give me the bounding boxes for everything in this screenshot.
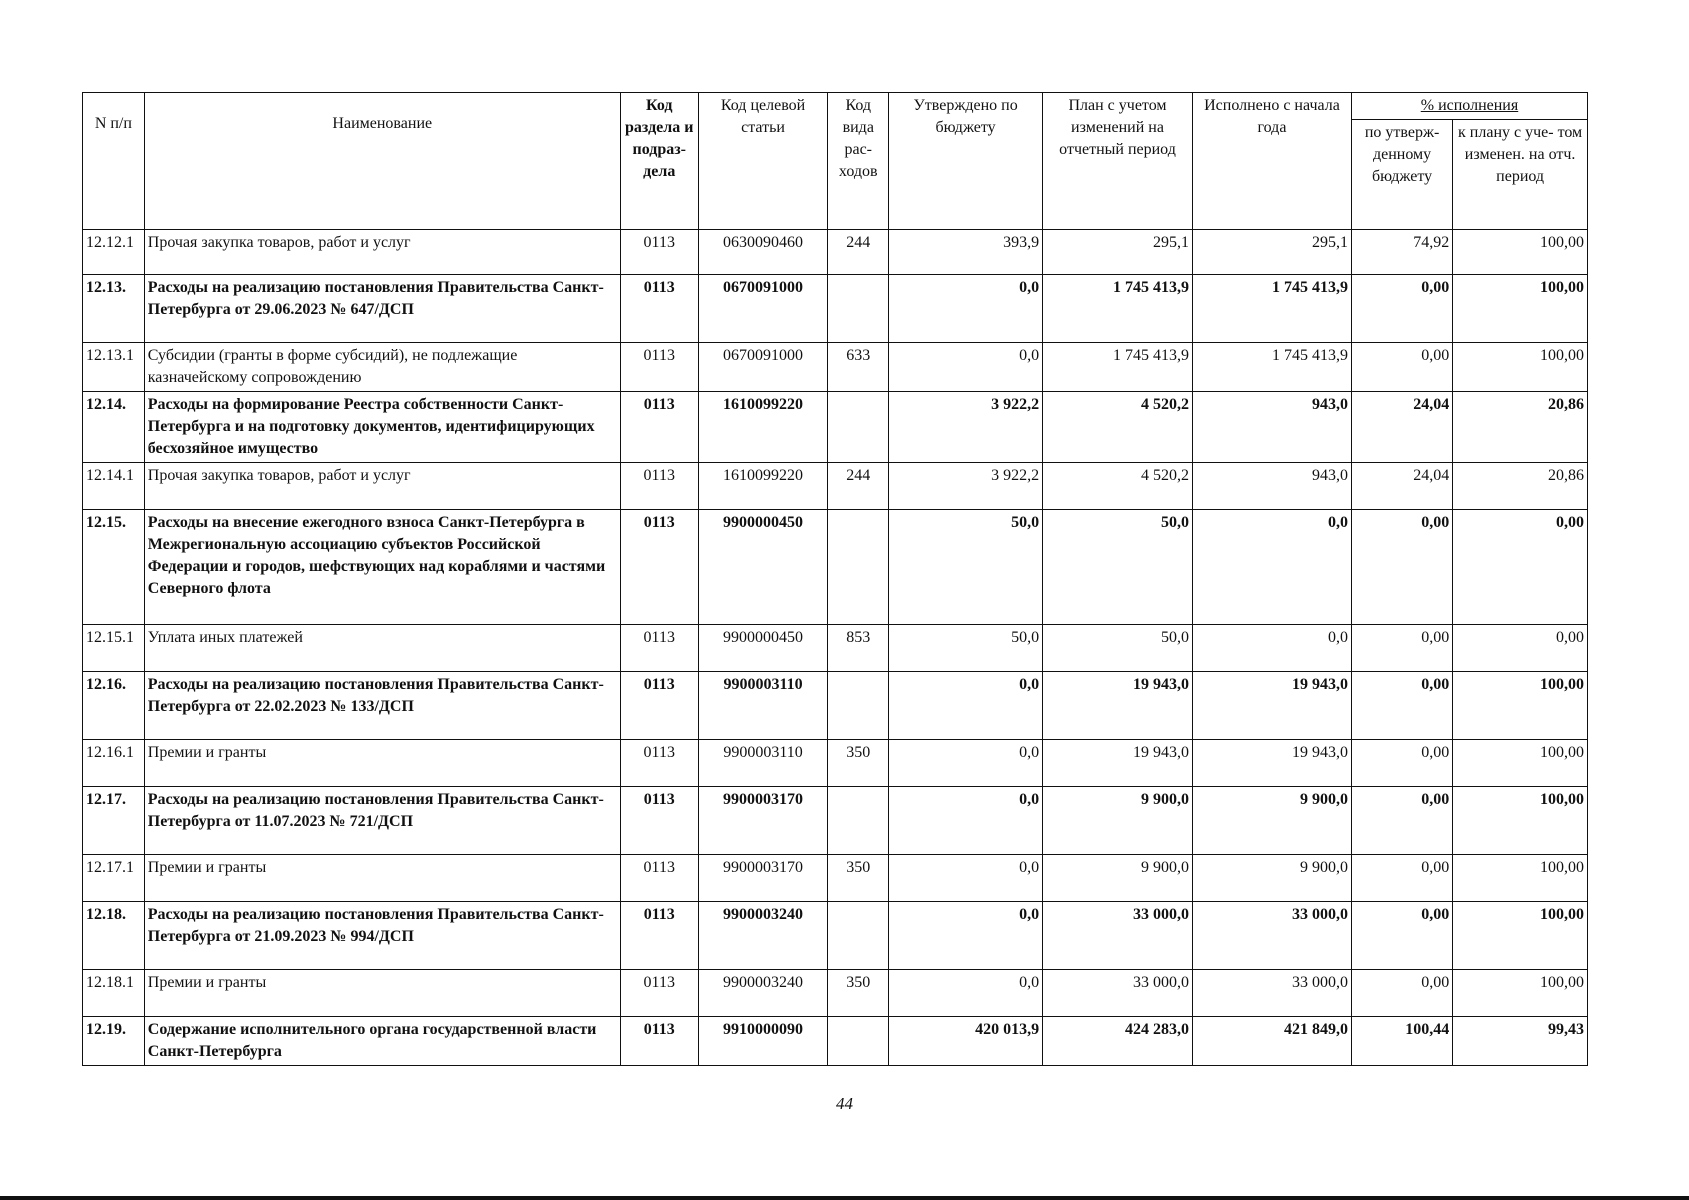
row-executed: 295,1 — [1192, 230, 1351, 275]
row-target-code: 9900003240 — [698, 902, 828, 970]
row-kind-code — [828, 672, 889, 740]
row-executed: 421 849,0 — [1192, 1017, 1351, 1066]
header-num: N п/п — [83, 93, 145, 230]
row-executed: 0,0 — [1192, 510, 1351, 625]
row-pct-plan: 100,00 — [1453, 343, 1588, 392]
row-kind-code — [828, 1017, 889, 1066]
row-pct-budget: 0,00 — [1351, 625, 1452, 672]
row-approved: 0,0 — [889, 275, 1043, 343]
row-num: 12.13.1 — [83, 343, 145, 392]
row-executed: 33 000,0 — [1192, 970, 1351, 1017]
row-executed: 1 745 413,9 — [1192, 275, 1351, 343]
header-pct-plan: к плану с уче- том изменен. на отч. период — [1453, 120, 1588, 230]
row-kind-code: 350 — [828, 740, 889, 787]
row-pct-budget: 0,00 — [1351, 740, 1452, 787]
row-pct-budget: 0,00 — [1351, 787, 1452, 855]
row-target-code: 1610099220 — [698, 463, 828, 510]
row-kind-code: 633 — [828, 343, 889, 392]
row-name: Субсидии (гранты в форме субсидий), не подлежащие казначейскому сопровождению — [144, 343, 620, 392]
row-kind-code — [828, 787, 889, 855]
row-approved: 3 922,2 — [889, 392, 1043, 463]
row-name: Прочая закупка товаров, работ и услуг — [144, 230, 620, 275]
row-target-code: 1610099220 — [698, 392, 828, 463]
row-approved: 50,0 — [889, 625, 1043, 672]
header-pct-budget: по утверж- денному бюджету — [1351, 120, 1452, 230]
row-kind-code — [828, 902, 889, 970]
table-row — [83, 625, 1588, 672]
row-kind-code: 350 — [828, 970, 889, 1017]
header-section-code: Код раздела и подраз- дела — [620, 93, 698, 230]
row-num: 12.16.1 — [83, 740, 145, 787]
row-kind-code: 350 — [828, 855, 889, 902]
row-executed: 19 943,0 — [1192, 740, 1351, 787]
row-name: Премии и гранты — [144, 970, 620, 1017]
row-pct-plan: 20,86 — [1453, 463, 1588, 510]
header-plan: План с учетом изменений на отчетный период — [1043, 93, 1193, 230]
row-pct-plan: 100,00 — [1453, 787, 1588, 855]
row-section-code: 0113 — [620, 343, 698, 392]
row-plan: 19 943,0 — [1043, 672, 1193, 740]
row-executed: 0,0 — [1192, 625, 1351, 672]
row-pct-budget: 100,44 — [1351, 1017, 1452, 1066]
row-num: 12.13. — [83, 275, 145, 343]
row-pct-plan: 100,00 — [1453, 275, 1588, 343]
row-executed: 943,0 — [1192, 463, 1351, 510]
row-pct-budget: 0,00 — [1351, 672, 1452, 740]
row-num: 12.18.1 — [83, 970, 145, 1017]
row-name: Расходы на реализацию постановления Правительства Санкт-Петербурга от 29.06.2023 № 647/ДСП — [144, 275, 620, 343]
row-name: Премии и гранты — [144, 740, 620, 787]
row-approved: 3 922,2 — [889, 463, 1043, 510]
row-name: Премии и гранты — [144, 855, 620, 902]
row-executed: 943,0 — [1192, 392, 1351, 463]
row-approved: 0,0 — [889, 343, 1043, 392]
row-num: 12.16. — [83, 672, 145, 740]
row-num: 12.18. — [83, 902, 145, 970]
row-pct-budget: 0,00 — [1351, 902, 1452, 970]
row-plan: 1 745 413,9 — [1043, 343, 1193, 392]
row-approved: 0,0 — [889, 787, 1043, 855]
budget-table — [82, 92, 1588, 1066]
row-pct-plan: 20,86 — [1453, 392, 1588, 463]
row-kind-code: 853 — [828, 625, 889, 672]
table-row — [83, 463, 1588, 510]
row-pct-budget: 0,00 — [1351, 970, 1452, 1017]
row-executed: 19 943,0 — [1192, 672, 1351, 740]
header-target-code: Код целевой статьи — [698, 93, 828, 230]
row-pct-budget: 0,00 — [1351, 343, 1452, 392]
row-name: Расходы на реализацию постановления Правительства Санкт-Петербурга от 11.07.2023 № 721/ДСП — [144, 787, 620, 855]
page-number: 44 — [836, 1094, 853, 1113]
row-section-code: 0113 — [620, 787, 698, 855]
table-row — [83, 343, 1588, 392]
row-num: 12.14.1 — [83, 463, 145, 510]
row-kind-code: 244 — [828, 230, 889, 275]
row-kind-code — [828, 275, 889, 343]
row-name: Содержание исполнительного органа государственной власти Санкт-Петербурга — [144, 1017, 620, 1066]
row-section-code: 0113 — [620, 230, 698, 275]
row-name: Расходы на внесение ежегодного взноса Санкт-Петербурга в Межрегиональную ассоциацию субъектов Российской Федерации и городов, шефствующих над кораблями и частями Северного флота — [144, 510, 620, 625]
row-plan: 295,1 — [1043, 230, 1193, 275]
row-pct-plan: 0,00 — [1453, 510, 1588, 625]
row-section-code: 0113 — [620, 392, 698, 463]
header-approved: Утверждено по бюджету — [889, 93, 1043, 230]
row-plan: 9 900,0 — [1043, 855, 1193, 902]
row-approved: 420 013,9 — [889, 1017, 1043, 1066]
row-section-code: 0113 — [620, 275, 698, 343]
row-approved: 0,0 — [889, 970, 1043, 1017]
row-section-code: 0113 — [620, 970, 698, 1017]
row-section-code: 0113 — [620, 902, 698, 970]
table-body — [83, 230, 1588, 1066]
row-executed: 1 745 413,9 — [1192, 343, 1351, 392]
row-section-code: 0113 — [620, 740, 698, 787]
row-pct-plan: 100,00 — [1453, 902, 1588, 970]
row-target-code: 9900000450 — [698, 510, 828, 625]
row-approved: 0,0 — [889, 902, 1043, 970]
row-target-code: 9900003170 — [698, 787, 828, 855]
scan-edge — [0, 1196, 1689, 1200]
row-num: 12.17.1 — [83, 855, 145, 902]
row-target-code: 9900003110 — [698, 740, 828, 787]
header-kind-code: Код вида рас- ходов — [828, 93, 889, 230]
row-kind-code: 244 — [828, 463, 889, 510]
header-pct-group: % исполнения — [1351, 93, 1587, 120]
row-target-code: 0670091000 — [698, 343, 828, 392]
row-plan: 19 943,0 — [1043, 740, 1193, 787]
row-name: Расходы на реализацию постановления Правительства Санкт-Петербурга от 21.09.2023 № 994/ДСП — [144, 902, 620, 970]
row-num: 12.12.1 — [83, 230, 145, 275]
header-name: Наименование — [144, 93, 620, 230]
row-num: 12.14. — [83, 392, 145, 463]
row-approved: 0,0 — [889, 855, 1043, 902]
row-section-code: 0113 — [620, 625, 698, 672]
row-plan: 50,0 — [1043, 625, 1193, 672]
row-name: Прочая закупка товаров, работ и услуг — [144, 463, 620, 510]
table-row — [83, 787, 1588, 855]
row-pct-plan: 100,00 — [1453, 740, 1588, 787]
row-pct-plan: 100,00 — [1453, 855, 1588, 902]
row-name: Расходы на реализацию постановления Правительства Санкт-Петербурга от 22.02.2023 № 133/ДСП — [144, 672, 620, 740]
table-row — [83, 672, 1588, 740]
row-kind-code — [828, 510, 889, 625]
row-plan: 9 900,0 — [1043, 787, 1193, 855]
row-name: Уплата иных платежей — [144, 625, 620, 672]
row-approved: 50,0 — [889, 510, 1043, 625]
table-row — [83, 740, 1588, 787]
table-row — [83, 392, 1588, 463]
row-pct-budget: 24,04 — [1351, 463, 1452, 510]
table-row — [83, 902, 1588, 970]
row-target-code: 0630090460 — [698, 230, 828, 275]
row-pct-budget: 0,00 — [1351, 510, 1452, 625]
row-pct-budget: 74,92 — [1351, 230, 1452, 275]
row-plan: 4 520,2 — [1043, 392, 1193, 463]
row-num: 12.17. — [83, 787, 145, 855]
row-target-code: 0670091000 — [698, 275, 828, 343]
table-header — [83, 93, 1588, 230]
row-num: 12.15. — [83, 510, 145, 625]
row-target-code: 9900003110 — [698, 672, 828, 740]
row-approved: 393,9 — [889, 230, 1043, 275]
row-section-code: 0113 — [620, 1017, 698, 1066]
row-plan: 50,0 — [1043, 510, 1193, 625]
row-section-code: 0113 — [620, 672, 698, 740]
table-row — [83, 855, 1588, 902]
table-row — [83, 1017, 1588, 1066]
table-row — [83, 510, 1588, 625]
table-row — [83, 970, 1588, 1017]
row-plan: 1 745 413,9 — [1043, 275, 1193, 343]
row-pct-plan: 0,00 — [1453, 625, 1588, 672]
table-row — [83, 230, 1588, 275]
row-name: Расходы на формирование Реестра собственности Санкт-Петербурга и на подготовку документов, идентифицирующих бесхозяйное имущество — [144, 392, 620, 463]
row-pct-plan: 100,00 — [1453, 970, 1588, 1017]
row-num: 12.19. — [83, 1017, 145, 1066]
header-executed: Исполнено с начала года — [1192, 93, 1351, 230]
row-num: 12.15.1 — [83, 625, 145, 672]
row-executed: 33 000,0 — [1192, 902, 1351, 970]
row-pct-plan: 100,00 — [1453, 672, 1588, 740]
row-executed: 9 900,0 — [1192, 855, 1351, 902]
row-target-code: 9900000450 — [698, 625, 828, 672]
row-kind-code — [828, 392, 889, 463]
row-target-code: 9910000090 — [698, 1017, 828, 1066]
row-pct-plan: 99,43 — [1453, 1017, 1588, 1066]
row-plan: 33 000,0 — [1043, 970, 1193, 1017]
row-pct-budget: 0,00 — [1351, 855, 1452, 902]
row-target-code: 9900003240 — [698, 970, 828, 1017]
row-approved: 0,0 — [889, 672, 1043, 740]
row-pct-budget: 0,00 — [1351, 275, 1452, 343]
table-row — [83, 275, 1588, 343]
row-pct-plan: 100,00 — [1453, 230, 1588, 275]
row-plan: 4 520,2 — [1043, 463, 1193, 510]
row-section-code: 0113 — [620, 855, 698, 902]
row-target-code: 9900003170 — [698, 855, 828, 902]
row-plan: 424 283,0 — [1043, 1017, 1193, 1066]
row-section-code: 0113 — [620, 463, 698, 510]
row-approved: 0,0 — [889, 740, 1043, 787]
row-executed: 9 900,0 — [1192, 787, 1351, 855]
row-pct-budget: 24,04 — [1351, 392, 1452, 463]
row-section-code: 0113 — [620, 510, 698, 625]
row-plan: 33 000,0 — [1043, 902, 1193, 970]
